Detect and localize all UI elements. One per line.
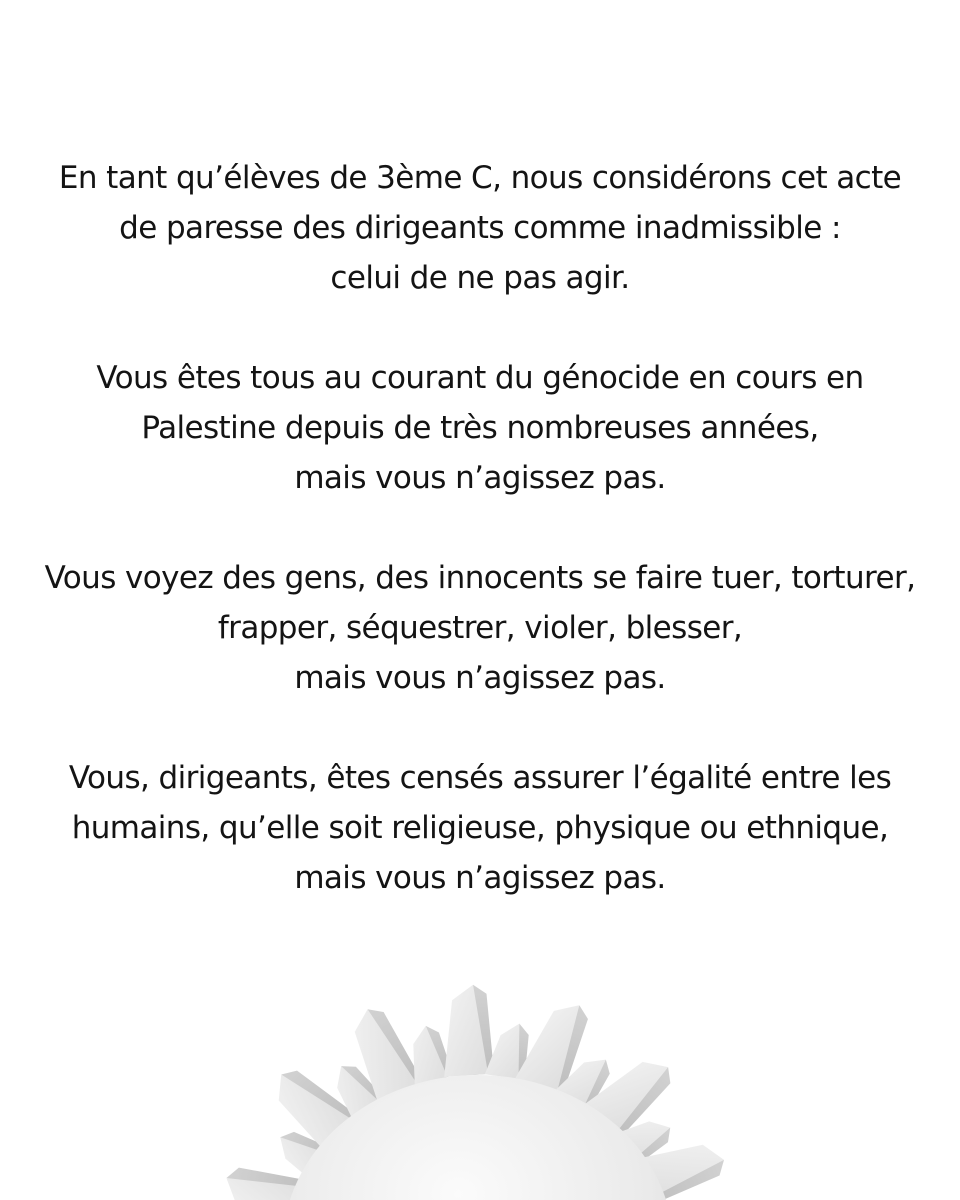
sun-ray: [642, 1189, 703, 1200]
sun-ray: [268, 1126, 335, 1186]
sun-disc: [283, 1075, 673, 1200]
sun-ray: [438, 984, 494, 1077]
sun-ray: [337, 1002, 423, 1105]
paragraph-1: [0, 153, 960, 303]
sun-ray: [219, 1164, 317, 1200]
text-line: mais vous n’agissez pas.: [294, 860, 666, 896]
text-line: frapper, séquestrer, violer, blesser,: [217, 610, 743, 646]
sun-ray: [609, 1105, 677, 1169]
sun-ray: [554, 1045, 617, 1113]
sun-ray: [260, 1063, 362, 1158]
text-line: Palestine depuis de très nombreuses années,: [141, 410, 819, 446]
sun-ray: [627, 1127, 729, 1200]
sun-ray: [400, 1022, 454, 1086]
text-line: mais vous n’agissez pas.: [294, 660, 666, 696]
text-line: Vous, dirigeants, êtes censés assurer l’égalité entre les: [68, 760, 892, 796]
text-line: de paresse des dirigeants comme inadmissible :: [119, 210, 841, 246]
paragraph-3: [0, 553, 960, 703]
sun-ray: [580, 1043, 678, 1142]
text-line: humains, qu’elle soit religieuse, physique ou ethnique,: [71, 810, 889, 846]
sun-ray: [515, 993, 593, 1095]
text-line: Vous êtes tous au courant du génocide en cours en: [96, 360, 864, 396]
text-line: En tant qu’élèves de 3ème C, nous considérons cet acte: [58, 160, 902, 196]
text-line: Vous voyez des gens, des innocents se faire tuer, torturer,: [44, 560, 916, 596]
paragraph-2: [0, 353, 960, 503]
letter-text: [0, 153, 960, 953]
sun-ray: [320, 1058, 386, 1126]
text-line: celui de ne pas agir.: [330, 260, 630, 296]
paragraph-4: [0, 753, 960, 903]
sun-ray: [485, 1020, 532, 1080]
text-line: mais vous n’agissez pas.: [294, 460, 666, 496]
